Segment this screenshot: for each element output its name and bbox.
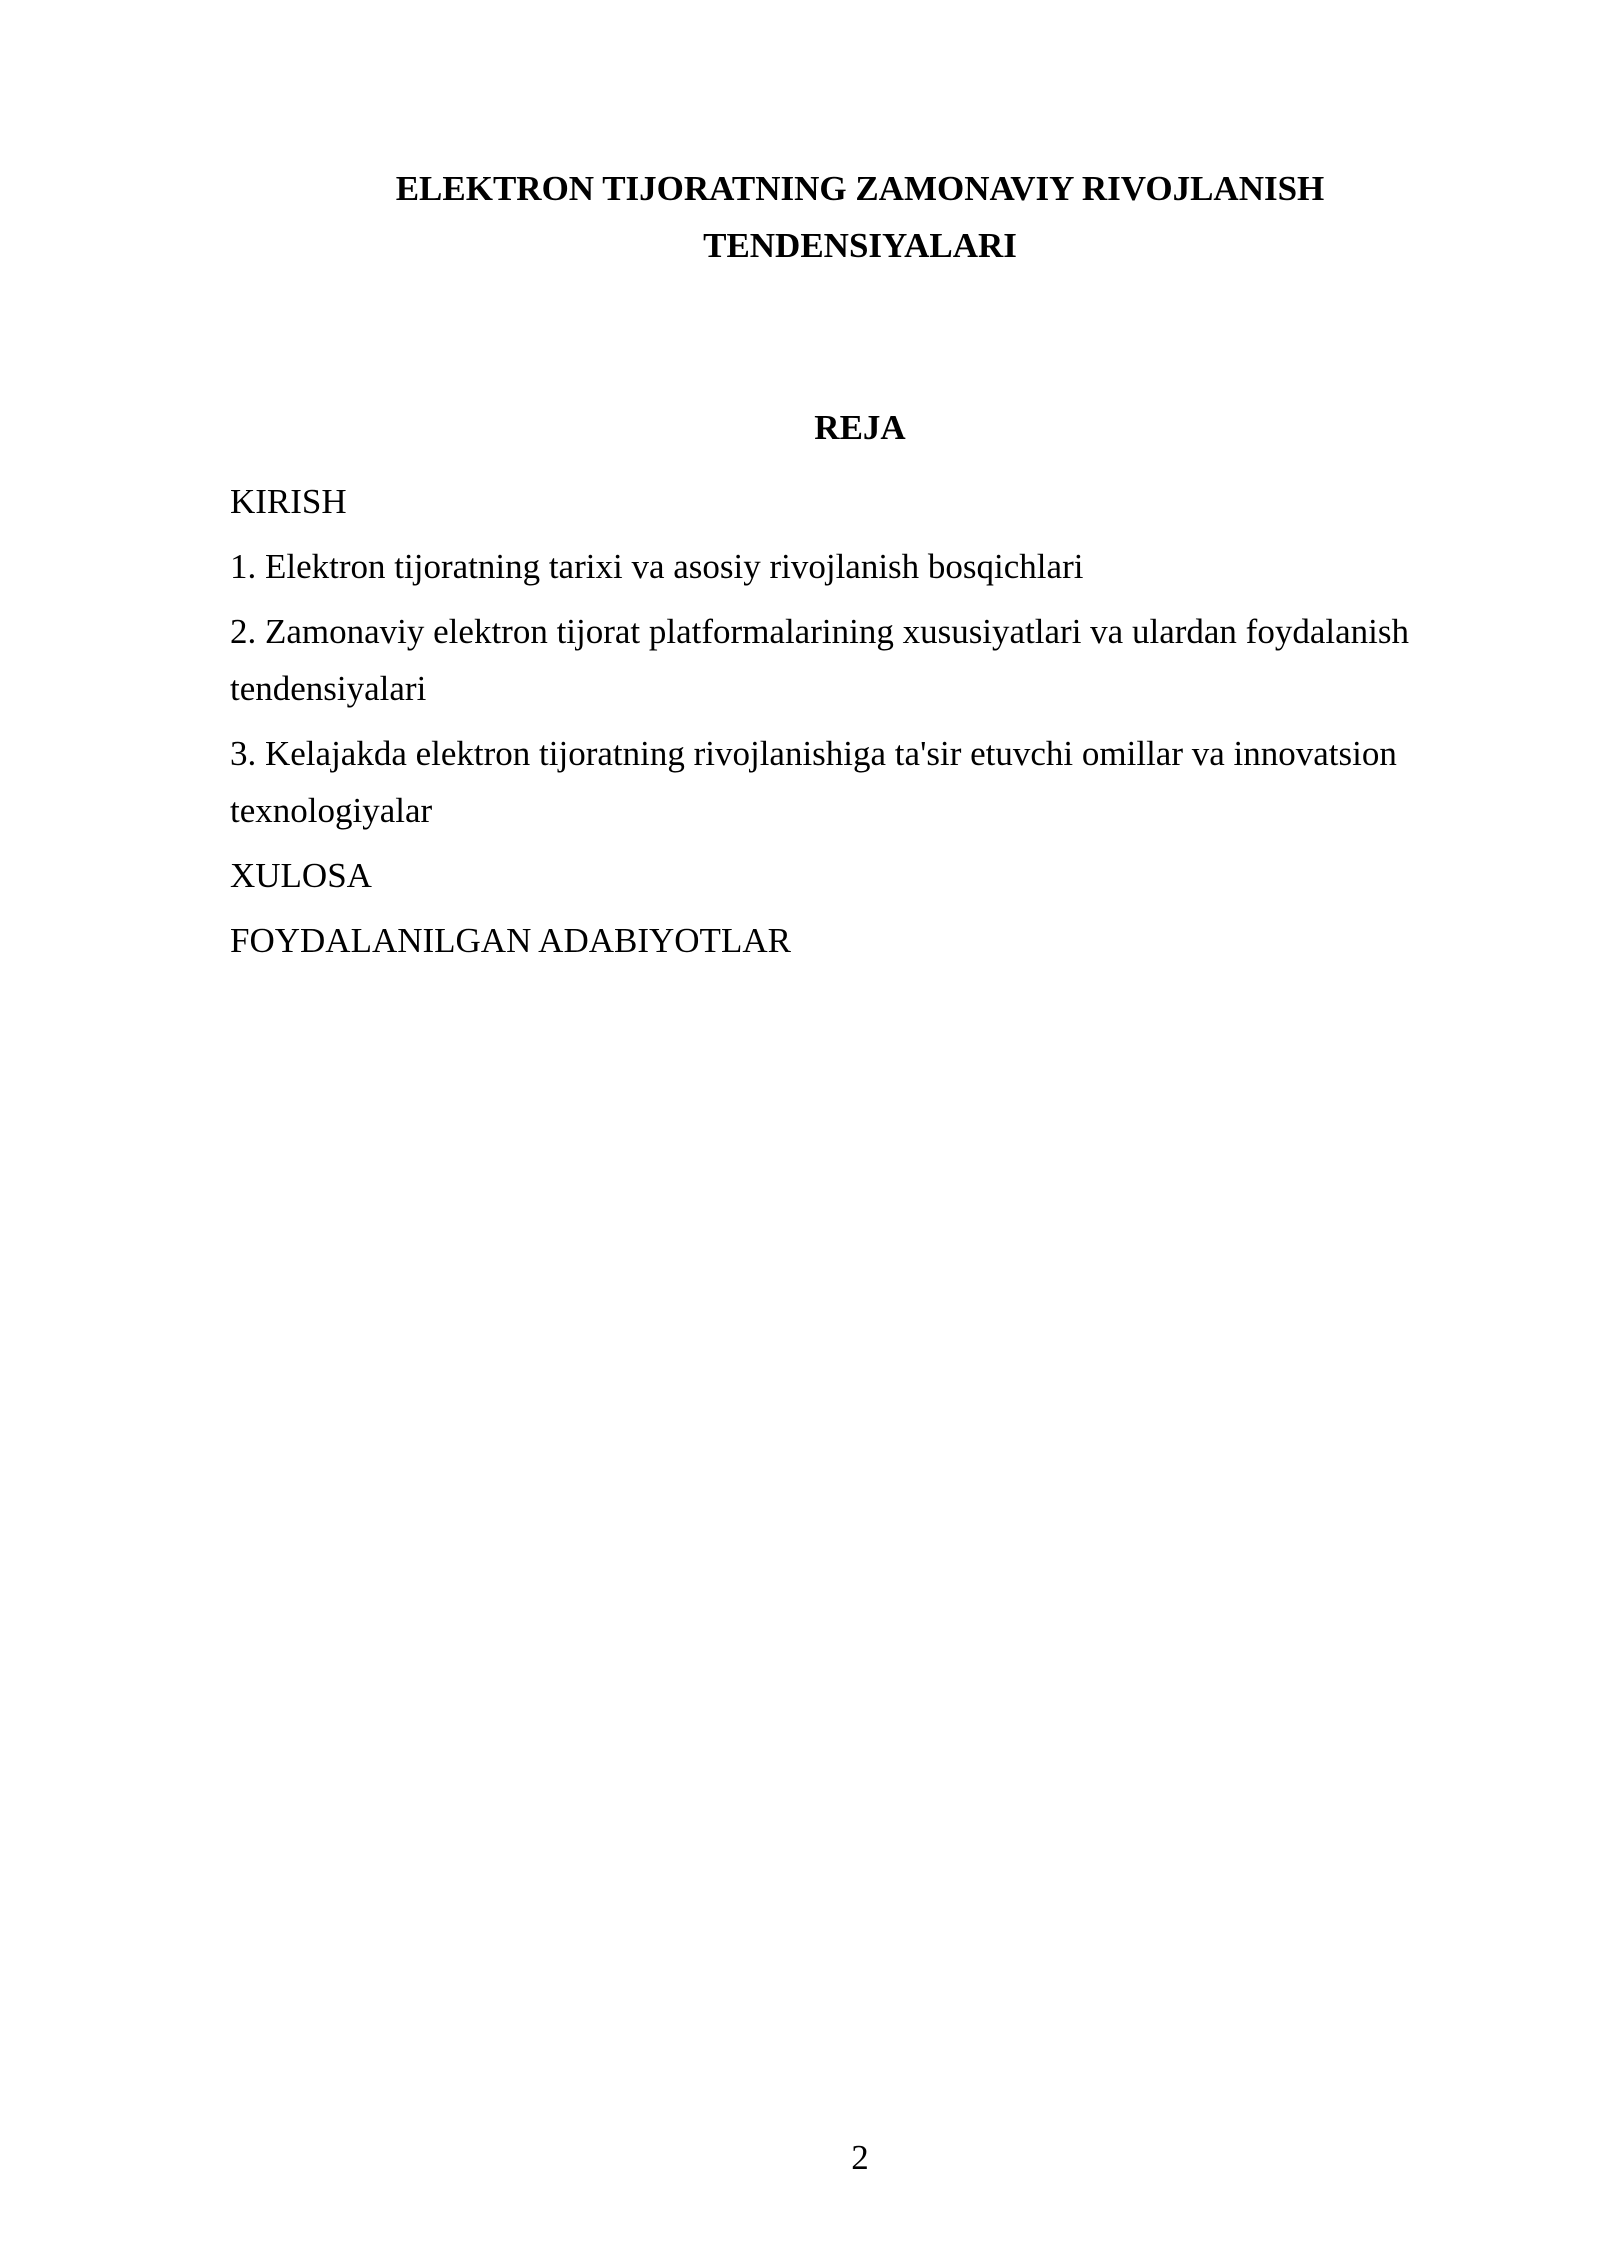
plan-list [230, 473, 1530, 977]
plan-item-introduction: KIRISH [230, 482, 347, 521]
document-title-line-2: TENDENSIYALARI [703, 226, 1017, 265]
document-title-line-1: ELEKTRON TIJORATNING ZAMONAVIY RIVOJLANISH [395, 169, 1325, 208]
plan-item-conclusion: XULOSA [230, 856, 372, 895]
plan-item-3: 3. Kelajakda elektron tijoratning rivojlanishiga ta'sir etuvchi omillar va innovatsion texnologiyalar [230, 734, 1397, 830]
plan-item-2: 2. Zamonaviy elektron tijorat platformalarining xususiyatlari va ulardan foydalanish tendensiyalari [230, 612, 1409, 708]
document-title [230, 160, 1490, 274]
plan-item-references: FOYDALANILGAN ADABIYOTLAR [230, 921, 791, 960]
plan-heading: REJA [814, 408, 906, 447]
plan-item-1: 1. Elektron tijoratning tarixi va asosiy rivojlanish bosqichlari [230, 547, 1084, 586]
page-number: 2 [851, 2138, 869, 2177]
